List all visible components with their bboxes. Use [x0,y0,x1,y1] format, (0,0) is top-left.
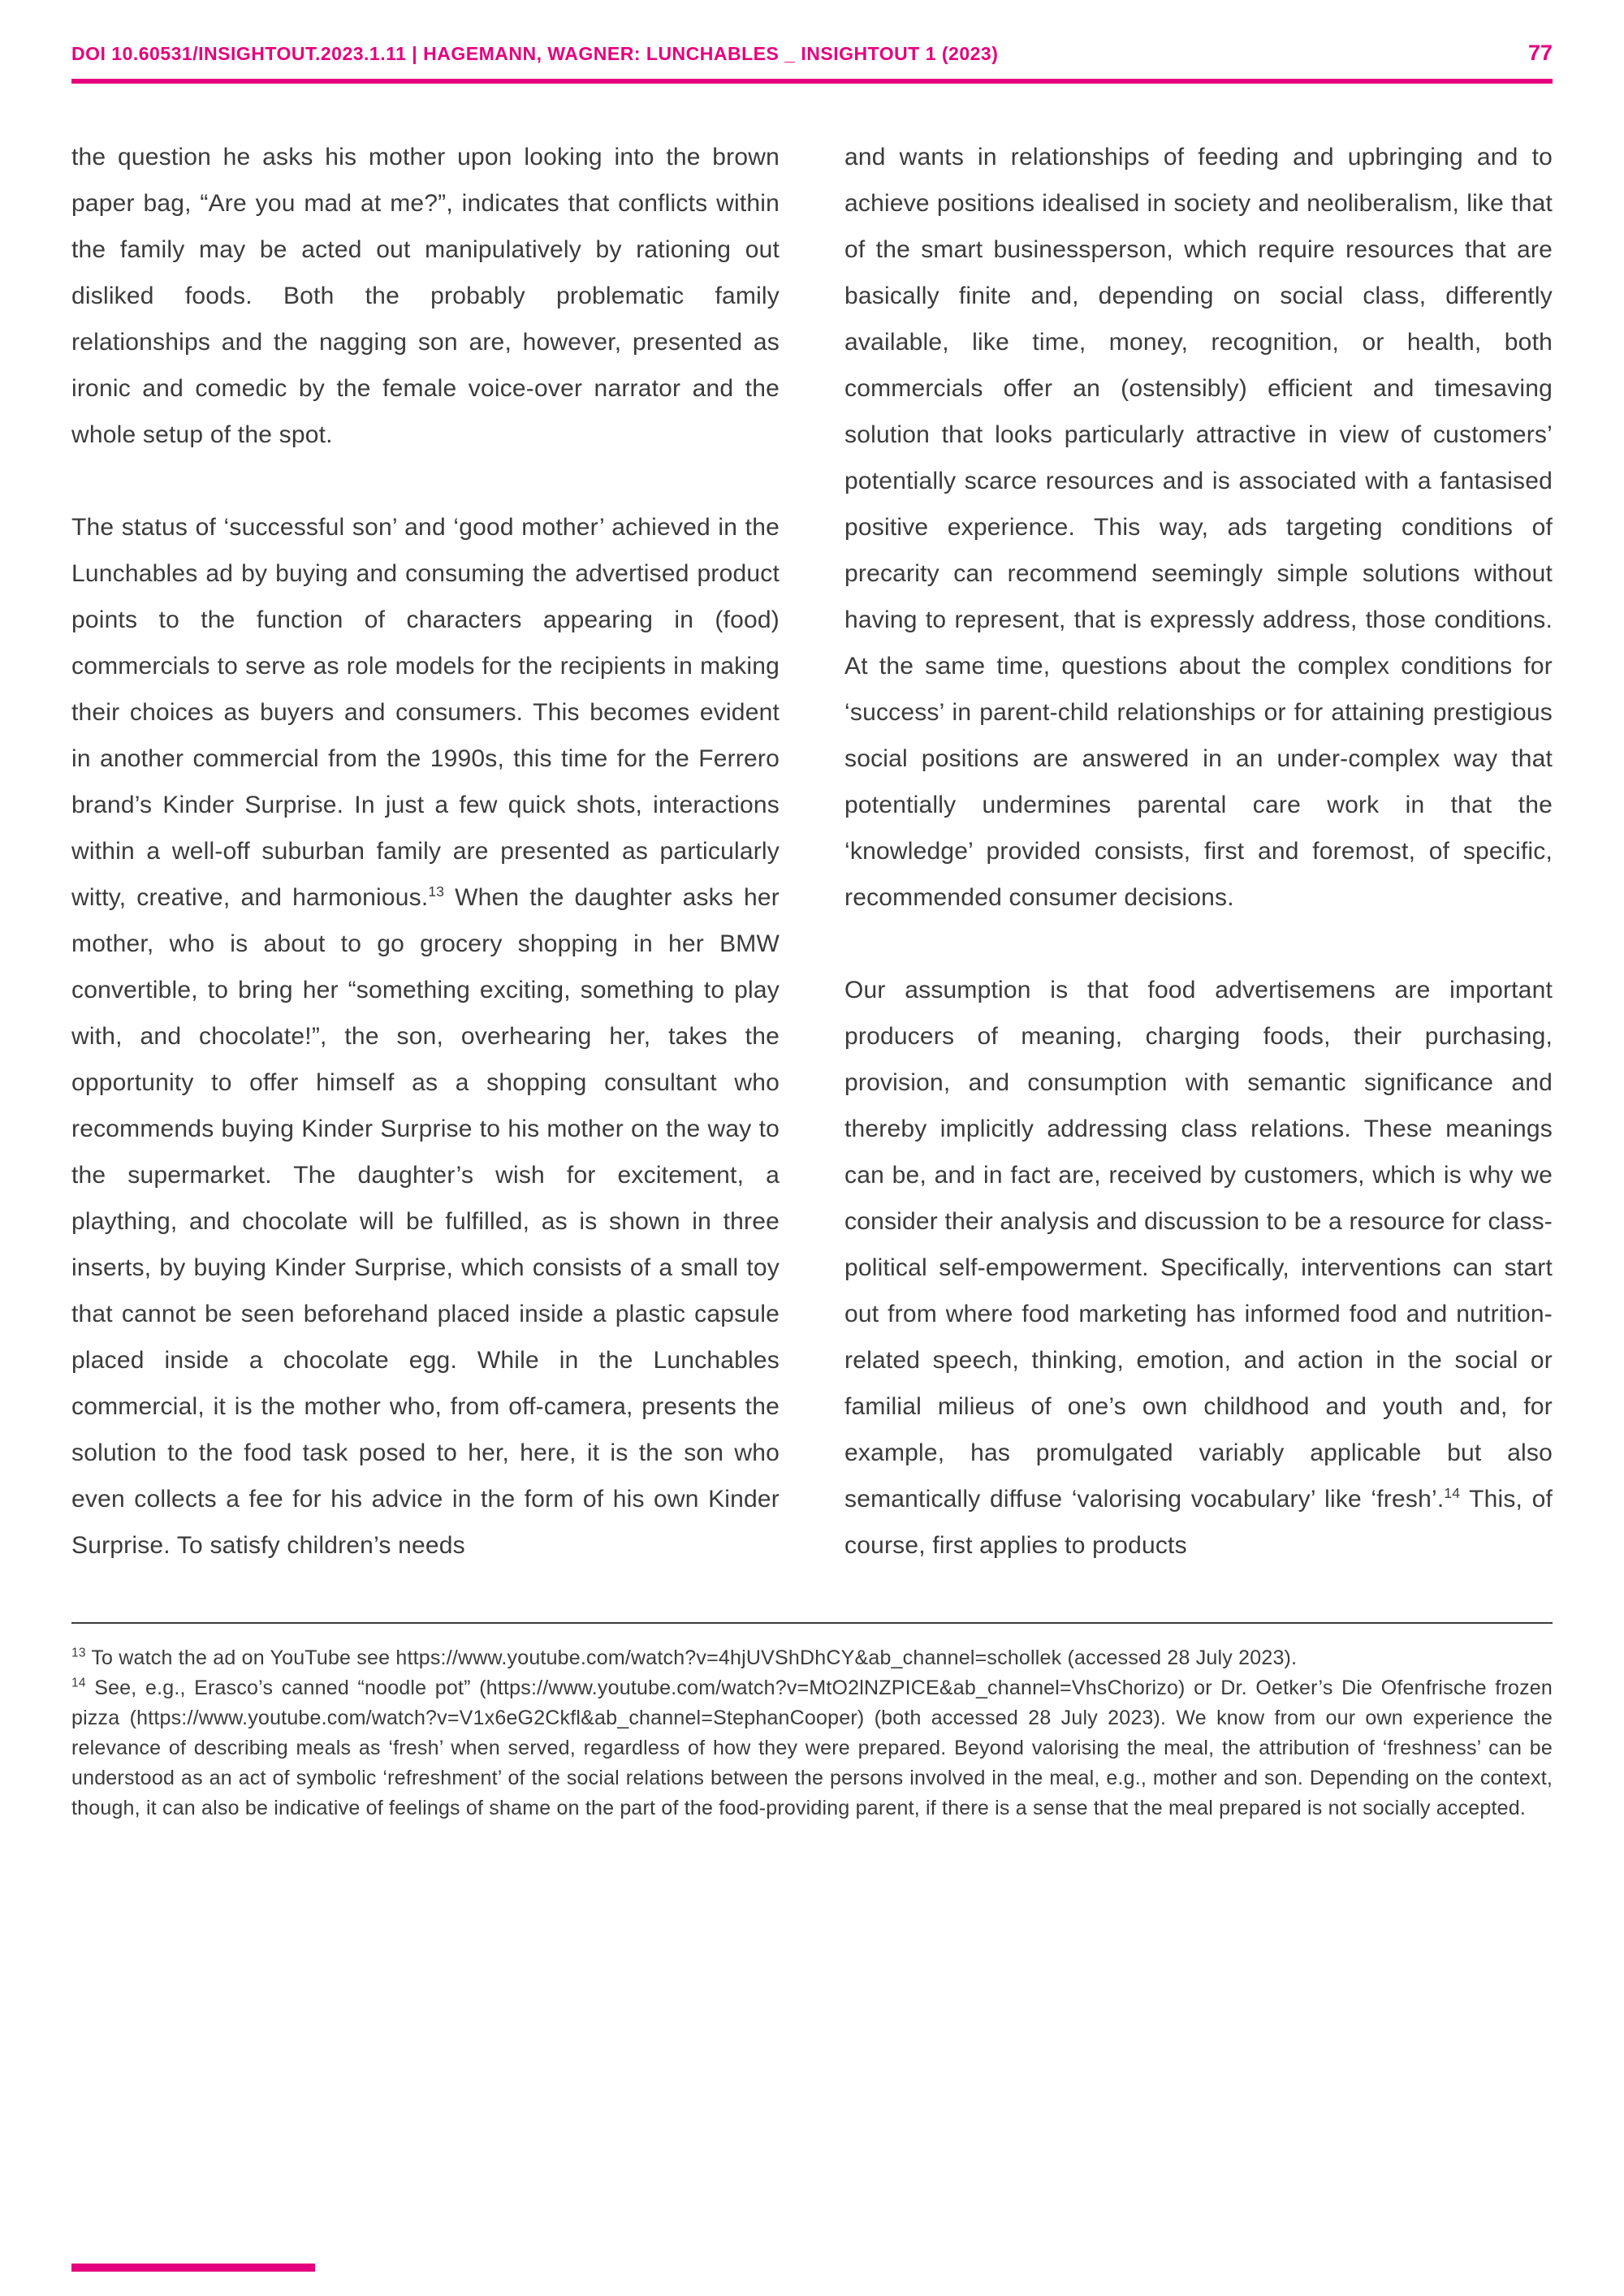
body-columns [71,134,1553,1569]
page-header [71,0,1553,66]
paragraph [71,134,780,458]
paragraph-text: The status of ‘successful son’ and ‘good mother’ achieved in the Lunchables ad by buying and consuming the advertised product points to the function of characters appearing in (food) commercials to serve as role models for the recipients in making their choices as buyers and consumers. This becomes evident in another commercial from the 1990s, this time for the Ferrero brand’s Kinder Surprise. In just a few quick shots, interactions within a well-off suburban family are presented as particularly witty, creative, and harmonious. [71,514,780,911]
footnote-14 [71,1673,1553,1823]
page-number: 77 [1527,41,1553,65]
paragraph [844,134,1553,921]
footnote-14-marker: 14 [71,1676,86,1690]
header-rule [71,79,1553,84]
footnote-reference-13: 13 [428,883,445,900]
right-column [844,134,1553,1569]
paragraph-text: the question he asks his mother upon looking into the brown paper bag, “Are you mad at me?”, indicates that conflicts within the family may be acted out manipulatively by rationing out disliked foods. Both the probably problematic family relationships and the nagging son are, however, presented as ironic and comedic by the female voice-over narrator and the whole setup of the spot. [71,144,780,448]
footnote-13 [71,1643,1553,1673]
doi-running-head: DOI 10.60531/INSIGHTOUT.2023.1.11 | HAGEMANN, WAGNER: LUNCHABLES _ INSIGHTOUT 1 (2023) [71,43,999,64]
paragraph-text: When the daughter asks her mother, who is about to go grocery shopping in her BMW convertible, to bring her “something exciting, something to play with, and chocolate!”, the son, overhearing her, takes the opportunity to offer himself as a shopping consultant who recommends buying Kinder Surprise to his mother on the way to the supermarket. The daughter’s wish for excitement, a plaything, and chocolate will be fulfilled, as is shown in three inserts, by buying Kinder Surprise, which consists of a small toy that cannot be seen beforehand placed inside a plastic capsule placed inside a chocolate egg. While in the Lunchables commercial, it is the mother who, from off-camera, presents the solution to the food task posed to her, here, it is the son who even collects a fee for his advice in the form of his own Kinder Surprise. To satisfy children’s needs [71,884,780,1559]
footnote-13-marker: 13 [71,1646,86,1660]
paragraph-text: and wants in relationships of feeding and upbringing and to achieve positions idealised in society and neoliberalism, like that of the smart businessperson, which require resources that are basically finite and, depending on social class, differently available, like time, money, recognition, or health, both commercials offer an (ostensibly) efficient and timesaving solution that looks particularly attractive in view of customers’ potentially scarce resources and is associated with a fantasised positive experience. This way, ads targeting conditions of precarity can recommend seemingly simple solutions without having to represent, that is expressly address, those conditions. At the same time, questions about the complex conditions for ‘success’ in parent-child relationships or for attaining prestigious social positions are answered in an under-complex way that potentially undermines parental care work in that the ‘knowledge’ provided consists, first and foremost, of specific, recommended consumer decisions. [844,144,1553,911]
footnote-14-text: See, e.g., Erasco’s canned “noodle pot” (https://www.youtube.com/watch?v=MtO2lNZPICE&ab_channel=VhsChorizo) or Dr. Oetker’s Die Ofenfrische frozen pizza (https://www.youtube.com/watch?v=V1x6eG2Ckfl&ab_channel=StephanCooper) (both accessed 28 July 2023). We know from our own experience the relevance of describing meals as ‘fresh’ when served, regardless of how they were prepared. Beyond valorising the meal, the attribution of ‘freshness’ can be understood as an act of symbolic ‘refreshment’ of the social relations between the persons involved in the meal, e.g., mother and son. Depending on the context, though, it can also be indicative of feelings of shame on the part of the food-providing parent, if there is a sense that the meal prepared is not socially accepted. [71,1677,1553,1819]
paragraph-text: Our assumption is that food advertisemens are important producers of meaning, charging foods, their purchasing, provision, and consumption with semantic significance and thereby implicitly addressing class relations. These meanings can be, and in fact are, received by customers, which is why we consider their analysis and discussion to be a resource for class-political self-empowerment. Specifically, interventions can start out from where food marketing has informed food and nutrition-related speech, thinking, emotion, and action in the social or familial milieus of one’s own childhood and youth and, for example, has promulgated variably applicable but also semantically diffuse ‘valorising vocabulary’ like ‘fresh’. [844,977,1553,1513]
footer-accent-bar [71,2264,315,2272]
paragraph [71,504,780,1569]
footnote-reference-14: 14 [1444,1485,1461,1501]
paragraph-text: This, of course, first applies to products [844,1486,1553,1559]
paragraph [844,967,1553,1569]
footnotes-section [71,1622,1553,1823]
footnote-13-text: To watch the ad on YouTube see https://www.youtube.com/watch?v=4hjUVShDhCY&ab_channel=schollek (accessed 28 July 2023). [85,1646,1298,1669]
left-column [71,134,780,1569]
